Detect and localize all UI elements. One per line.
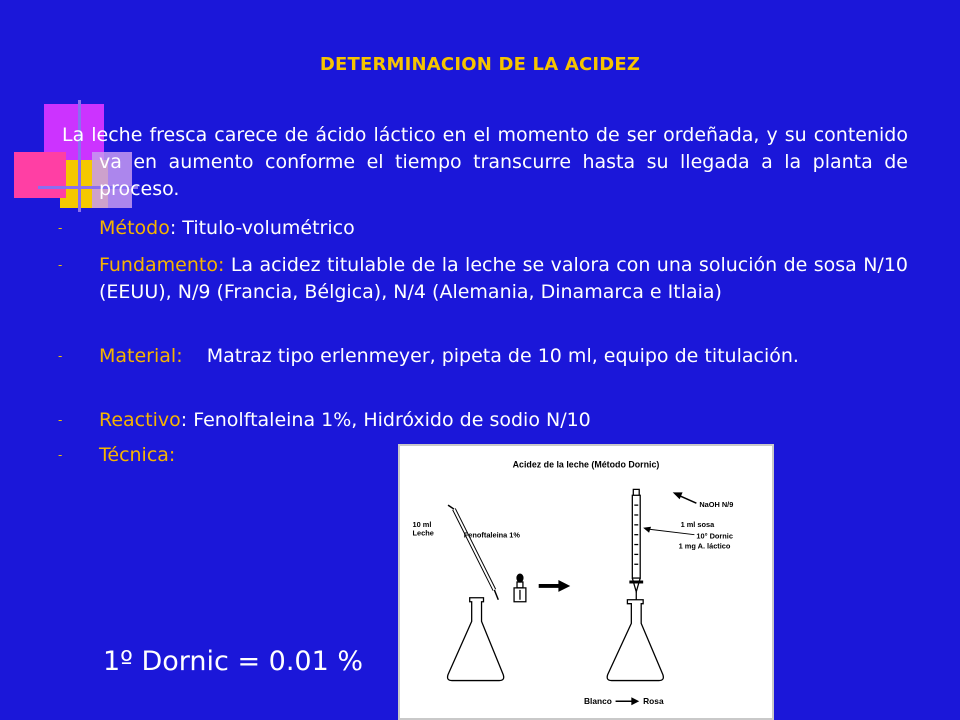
naoh-arrow-icon <box>673 492 697 503</box>
milk-label: Leche <box>412 528 434 538</box>
erlenmeyer-flask-right-icon <box>607 600 663 681</box>
bullet-label: Método <box>99 217 170 239</box>
dropper-bottle-icon <box>514 574 526 602</box>
milk-volume-label: 10 ml <box>412 519 432 529</box>
bullet-dash: - <box>58 413 63 427</box>
bullet-label: Reactivo <box>99 409 181 431</box>
pipette-icon <box>448 505 498 600</box>
dornic-degree-label: 10° Dornic <box>696 531 733 541</box>
arrow-right-icon <box>539 580 571 592</box>
decor-square-pink <box>14 152 66 198</box>
bullet-reactivo <box>58 407 908 434</box>
bullet-sep <box>183 345 207 367</box>
bullet-metodo <box>58 215 908 242</box>
bullet-label: Fundamento: <box>99 254 225 276</box>
bullet-label: Técnica: <box>99 444 176 466</box>
page-title: DETERMINACION DE LA ACIDEZ <box>319 54 641 75</box>
naoh-label: NaOH N/9 <box>699 500 734 510</box>
lactic-acid-label: 1 mg A. láctico <box>678 541 731 551</box>
bullet-text: Matraz tipo erlenmeyer, pipeta de 10 ml, equipo de titulación. <box>206 345 799 367</box>
bullet-dash: - <box>58 448 63 462</box>
bullet-dash: - <box>58 221 63 235</box>
color-change-arrow-icon <box>616 697 640 705</box>
blanco-label: Blanco <box>584 696 612 707</box>
erlenmeyer-flask-left-icon <box>448 598 504 681</box>
bullet-text: La acidez titulable de la leche se valora con una solución de sosa N/10 (EEUU), N/9 (Francia, Bélgica), N/4 (Alemania, Dinamarca e Itlaia) <box>99 254 908 303</box>
bullet-sep: : <box>180 409 194 431</box>
figure-title: Acidez de la leche (Método Dornic) <box>512 459 660 470</box>
rosa-label: Rosa <box>643 696 664 707</box>
dornic-formula: 1º Dornic = 0.01 % <box>103 646 364 677</box>
intro-paragraph <box>62 122 908 203</box>
indicator-label: Fenoftaleina 1% <box>463 530 520 540</box>
bullet-text: Titulo-volumétrico <box>182 217 355 239</box>
bullet-fundamento <box>58 252 908 306</box>
bullet-dash: - <box>58 258 63 272</box>
bullet-tecnica <box>58 442 388 469</box>
intro-text: La leche fresca carece de ácido láctico en el momento de ser ordeñada, y su contenido va en aumento conforme el tiempo transcurre hasta su llegada a la planta de proceso. <box>62 124 908 200</box>
burette-icon <box>629 489 643 599</box>
bullet-sep: : <box>169 217 183 239</box>
sosa-label: 1 ml sosa <box>680 519 715 529</box>
bullet-material <box>58 343 908 370</box>
bullet-dash: - <box>58 349 63 363</box>
bullet-label: Material: <box>99 345 183 367</box>
dornic-method-figure <box>398 444 774 720</box>
bullet-text: Fenolftaleina 1%, Hidróxido de sodio N/10 <box>193 409 591 431</box>
